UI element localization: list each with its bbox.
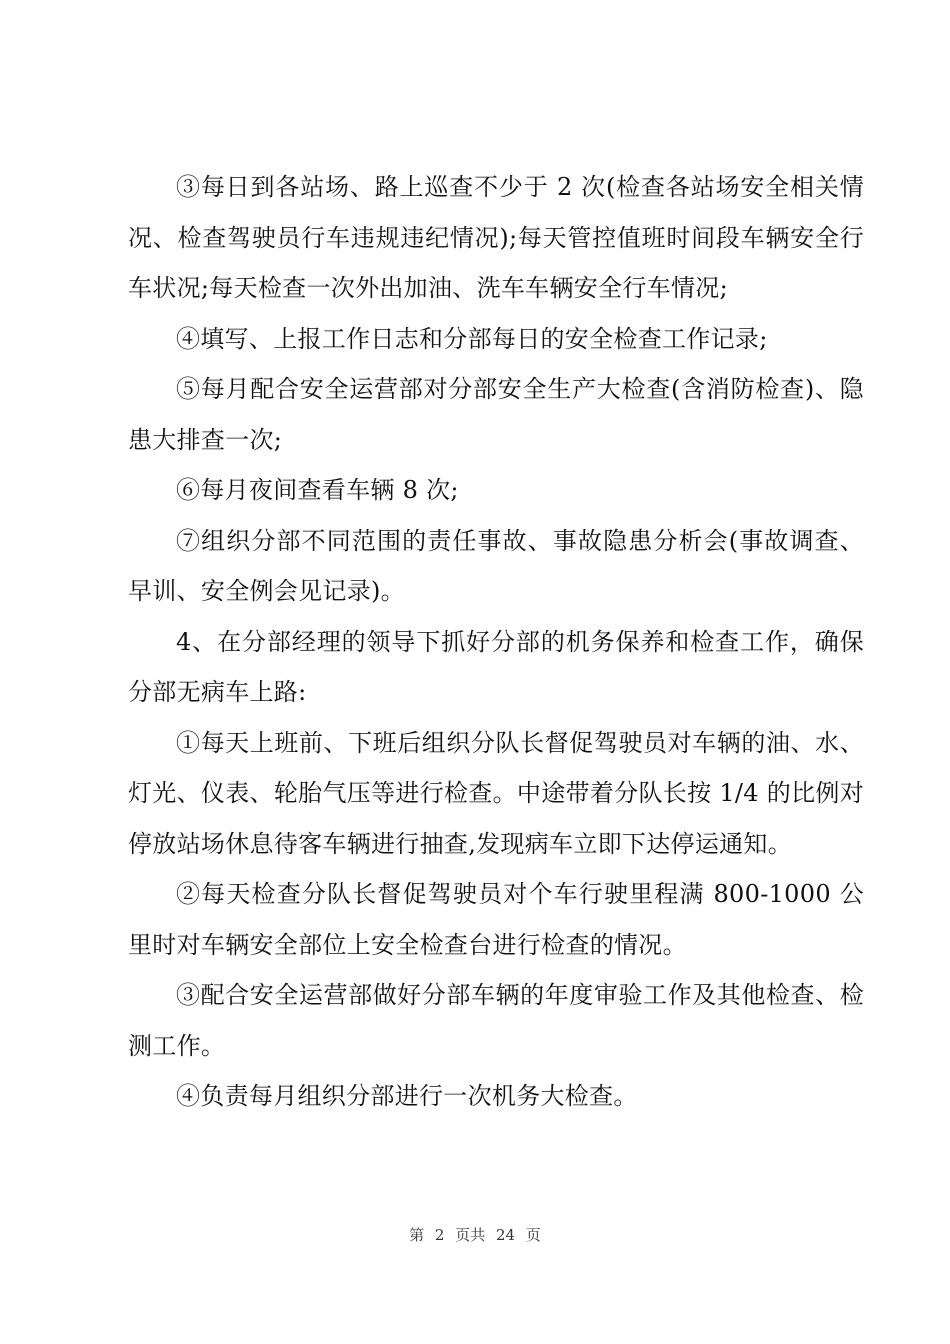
paragraph-8: ②每天检查分队长督促驾驶员对个车行驶里程满 800-1000 公里时对车辆安全部位上安全检查台进行检查的情况。 xyxy=(128,880,864,959)
paragraph-7: ①每天上班前、下班后组织分队长督促驾驶员对车辆的油、水、灯光、仪表、轮胎气压等进行检查。中途带着分队长按 1/4 的比例对停放站场休息待客车辆进行抽查,发现病车立即下达停运通知。 xyxy=(128,728,864,858)
paragraph-3: ⑤每月配合安全运营部对分部安全生产大检查(含消防检查)、隐患大排查一次; xyxy=(128,375,864,454)
paragraph-9: ③配合安全运营部做好分部车辆的年度审验工作及其他检查、检测工作。 xyxy=(128,981,864,1060)
paragraph-5: ⑦组织分部不同范围的责任事故、事故隐患分析会(事故调查、早训、安全例会见记录)。 xyxy=(128,526,864,605)
paragraph-1: ③每日到各站场、路上巡查不少于 2 次(检查各站场安全相关情况、检查驾驶员行车违规违纪情况);每天管控值班时间段车辆安全行车状况;每天检查一次外出加油、洗车车辆安全行车情况; xyxy=(128,173,864,302)
paragraph-4: ⑥每月夜间查看车辆 8 次; xyxy=(176,476,459,504)
document-body xyxy=(128,162,864,1122)
page-number-footer: 第 2 页共 24 页 xyxy=(409,1226,541,1244)
paragraph-10: ④负责每月组织分部进行一次机务大检查。 xyxy=(176,1082,638,1110)
paragraph-2: ④填写、上报工作日志和分部每日的安全检查工作记录; xyxy=(176,324,768,353)
paragraph-6: 4、在分部经理的领导下抓好分部的机务保养和检查工作，确保分部无病车上路: xyxy=(128,627,864,706)
